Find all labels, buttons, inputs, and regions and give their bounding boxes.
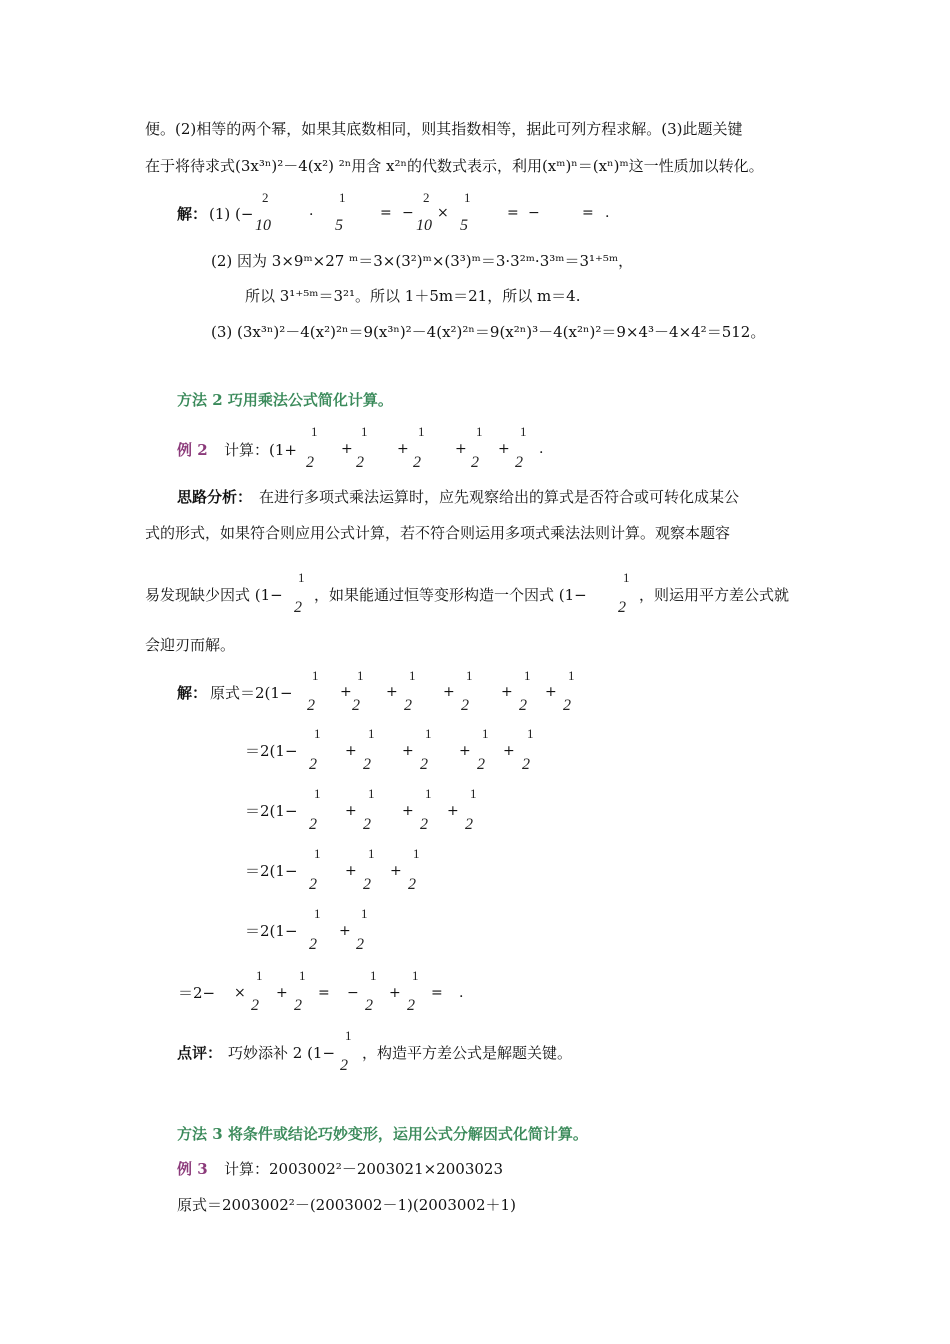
math-operator: × [437,205,449,221]
analysis-line-4: 会迎刃而解。 [145,636,236,654]
math-operator: + [339,923,351,939]
fraction-denominator: 2 [251,997,259,1014]
solution-part3: (3) (3x³ⁿ)²－4(x²)²ⁿ＝9(x³ⁿ)²－4(x²)²ⁿ＝9(x²ⁿ)³－4(x²ⁿ)²＝9×4³－4×4²＝512。 [211,323,766,341]
review-text-b: ，构造平方差公式是解题关键。 [362,1044,573,1062]
math-operator: + [276,985,288,1001]
fraction-numerator: 1 [470,786,477,801]
fraction-numerator: 1 [312,668,319,683]
math-operator: − [528,205,540,221]
solution2-step: ＝2(1− [245,802,298,820]
fraction-numerator: 1 [368,726,375,741]
intro-line-1: 便。(2)相等的两个幂，如果其底数相同，则其指数相等，据此可列方程求解。(3)此题关键 [145,120,743,138]
fraction-numerator: 1 [527,726,534,741]
math-operator: + [386,684,398,700]
example2-label: 例 2 [177,441,208,459]
math-operator: = [582,205,594,221]
math-operator: + [459,743,471,759]
fraction-denominator: 2 [404,697,412,714]
fraction-numerator: 1 [425,786,432,801]
example3-text: 计算：2003002²－2003021×2003023 [224,1160,503,1178]
fraction-numerator: 1 [623,570,630,585]
math-operator: + [545,684,557,700]
fraction-numerator: 1 [464,190,471,205]
fraction-numerator: 1 [418,424,425,439]
fraction-denominator: 2 [477,756,485,773]
analysis-line-3c: ，则运用平方差公式就 [639,586,790,604]
fraction-numerator: 1 [299,968,306,983]
analysis-line-3b: ，如果能通过恒等变形构造一个因式 (1− [314,586,587,604]
fraction-numerator: 1 [466,668,473,683]
analysis-line-2: 式的形式，如果符合则应用公式计算，若不符合则运用多项式乘法法则计算。观察本题容 [145,524,731,542]
fraction-denominator: 2 [408,876,416,893]
math-operator: + [503,743,515,759]
fraction-denominator: 2 [306,454,314,471]
fraction-numerator: 1 [482,726,489,741]
solution-part1-lead: (1) (− [209,205,254,223]
fraction-denominator: 2 [365,997,373,1014]
fraction-numerator: 1 [314,726,321,741]
fraction-denominator: 2 [356,454,364,471]
fraction-denominator: 2 [309,756,317,773]
fraction-numerator: 1 [361,424,368,439]
fraction-denominator: 10 [255,217,271,234]
math-operator: − [347,985,359,1001]
math-operator: = [431,985,443,1001]
fraction-numerator: 1 [413,846,420,861]
fraction-denominator: 2 [307,697,315,714]
fraction-denominator: 2 [471,454,479,471]
fraction-numerator: 1 [425,726,432,741]
review-text-a: 巧妙添补 2 (1− [228,1044,336,1062]
solution2-step: ＝2(1− [245,922,298,940]
method3-line: 原式＝2003002²－(2003002－1)(2003002＋1) [177,1196,516,1214]
fraction-denominator: 2 [340,1057,348,1074]
fraction-numerator: 1 [256,968,263,983]
fraction-denominator: 2 [294,599,302,616]
math-operator: = [380,205,392,221]
analysis-label: 思路分析： [177,488,253,506]
fraction-denominator: 2 [420,816,428,833]
math-operator: + [455,441,467,457]
fraction-denominator: 2 [465,816,473,833]
math-operator: . [605,205,610,221]
intro-line-2: 在于将待求式(3x³ⁿ)²－4(x²) ²ⁿ用含 x²ⁿ的代数式表示，利用(xᵐ)ⁿ＝(xⁿ)ᵐ这一性质加以转化。 [145,157,764,175]
fraction-numerator: 1 [368,786,375,801]
analysis-line-1: 在进行多项式乘法运算时，应先观察给出的算式是否符合或可转化成某公 [259,488,740,506]
math-operator: . [539,441,544,457]
math-operator: + [345,863,357,879]
fraction-denominator: 2 [407,997,415,1014]
fraction-numerator: 1 [568,668,575,683]
math-operator: = [318,985,330,1001]
fraction-numerator: 1 [314,906,321,921]
solution2-step: ＝2(1− [245,862,298,880]
solution2-first: 原式＝2(1− [210,684,293,702]
math-operator: = [507,205,519,221]
fraction-denominator: 2 [309,816,317,833]
fraction-numerator: 1 [368,846,375,861]
math-operator: + [402,743,414,759]
fraction-numerator: 1 [357,668,364,683]
math-operator: + [402,803,414,819]
math-operator: . [459,985,464,1001]
fraction-numerator: 1 [339,190,346,205]
fraction-numerator: 1 [345,1028,352,1043]
fraction-denominator: 2 [420,756,428,773]
math-operator: + [345,743,357,759]
fraction-denominator: 2 [519,697,527,714]
fraction-numerator: 1 [412,968,419,983]
math-operator: + [501,684,513,700]
math-operator: − [402,205,414,221]
method3-heading: 方法 3 将条件或结论巧妙变形，运用公式分解因式化简计算。 [177,1125,588,1143]
example3-label: 例 3 [177,1160,208,1178]
fraction-denominator: 2 [309,936,317,953]
solution2-label: 解： [177,684,208,702]
fraction-numerator: 1 [520,424,527,439]
fraction-numerator: 1 [361,906,368,921]
fraction-denominator: 2 [363,756,371,773]
fraction-denominator: 10 [416,217,432,234]
fraction-numerator: 1 [311,424,318,439]
fraction-denominator: 2 [522,756,530,773]
method2-heading: 方法 2 巧用乘法公式简化计算。 [177,391,393,409]
fraction-denominator: 5 [335,217,343,234]
math-operator: × [234,985,246,1001]
fraction-numerator: 1 [314,786,321,801]
fraction-denominator: 2 [563,697,571,714]
fraction-denominator: 2 [356,936,364,953]
fraction-denominator: 2 [461,697,469,714]
solution-part2: (2) 因为 3×9ᵐ×27 ᵐ＝3×(3²)ᵐ×(3³)ᵐ＝3·3²ᵐ·3³ᵐ＝3¹⁺⁵ᵐ， [211,252,634,270]
fraction-denominator: 2 [413,454,421,471]
fraction-numerator: 1 [298,570,305,585]
math-operator: + [341,441,353,457]
fraction-numerator: 1 [370,968,377,983]
fraction-denominator: 2 [309,876,317,893]
math-operator: + [443,684,455,700]
fraction-denominator: 2 [352,697,360,714]
solution-part2-conclusion: 所以 3¹⁺⁵ᵐ＝3²¹。所以 1＋5m＝21，所以 m＝4. [245,287,581,305]
fraction-numerator: 2 [423,190,430,205]
math-operator: + [340,684,352,700]
fraction-denominator: 2 [363,816,371,833]
math-operator: + [397,441,409,457]
solution2-step: ＝2(1− [245,742,298,760]
fraction-numerator: 1 [524,668,531,683]
review-label: 点评： [177,1044,223,1062]
math-operator: + [390,863,402,879]
math-operator: + [498,441,510,457]
solution2-final: ＝2− [178,984,216,1002]
fraction-denominator: 2 [294,997,302,1014]
fraction-numerator: 2 [262,190,269,205]
math-operator: + [345,803,357,819]
fraction-denominator: 2 [363,876,371,893]
fraction-numerator: 1 [476,424,483,439]
fraction-numerator: 1 [314,846,321,861]
math-operator: · [309,207,314,223]
fraction-denominator: 5 [460,217,468,234]
fraction-numerator: 1 [409,668,416,683]
fraction-denominator: 2 [618,599,626,616]
example2-text: 计算：(1+ [224,441,297,459]
math-operator: + [389,985,401,1001]
analysis-line-3a: 易发现缺少因式 (1− [145,586,283,604]
fraction-denominator: 2 [515,454,523,471]
math-operator: + [447,803,459,819]
solution-label: 解： [177,205,208,223]
